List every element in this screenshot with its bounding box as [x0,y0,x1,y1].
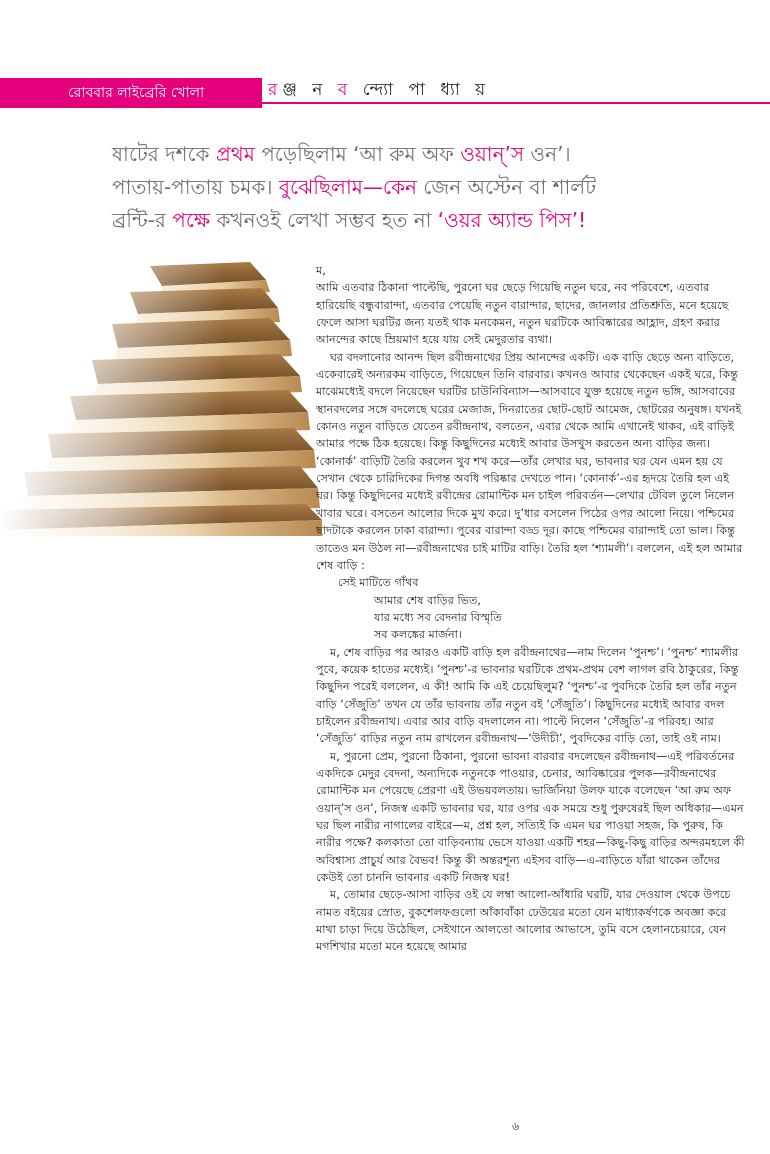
pull-quote-text: জেন অস্টেন বা শার্লট [416,175,597,199]
pull-quote-highlight: ওয়ান্‌’স [460,142,525,166]
poem-line-1: সেই মাটিতে গাঁথব [338,576,419,590]
column-title: রোববার লাইব্রেরি খোলা [68,85,205,101]
paragraph-4: ম, পুরনো প্রেম, পুরনো ঠিকানা, পুরনো ভাবনা বারবার বদলেছেন রবীন্দ্রনাথ—এই পরিবর্তনের একদিকে মেদুর বেদনা, অন্যদিকে নতুনকে পাওয়ার, চেনার, আবিষ্কারের পুলক—রবীন্দ্রনাথের রোমান্টিক মন পেয়েছে প্রেরণা এই উভয়বলতায়। ভার্জিনিয়া উলফ যাকে বলেছেন ‘আ রুম অফ ওয়ান্‌’স ওন’, নিজস্ব একটি ভাবনার ঘর, যার ওপর এক সময়ে শুধু পুরুষেরই ছিল অধিকার—এমন ঘর ছিল নারীর নাগালের বাইরে—ম, প্রশ্ন হল, সত্যিই কি এমন ঘর পাওয়া সহজ, কি পুরুষ, কি নারীর পক্ষে? কলকাতা তো বাড়িবন্যায় ভেসে যাওয়া একটি শহর—কিছু-কিছু বাড়ির অন্দরমহলে কী অবিশ্বাস্য প্রাচুর্য আর বৈভব! কিন্তু কী অন্তরশূন্য এইসব বাড়ি—এ-বাড়িতে যাঁরা থাকেন তাঁদের কেউই তো চাননি ভাবনার একটি নিজস্ব ঘর! [316,749,745,885]
pull-quote-text: পাতায়-পাতায় চমক। [112,175,279,199]
author-name [268,78,490,102]
paragraph-1: আমি এতবার ঠিকানা পাল্টেছি, পুরনো ঘর ছেড়ে গিয়েছি নতুন ঘরে, নব পরিবেশে, এতবার হারিয়েছি বন্ধুবারান্দা, এতবার পেয়েছি নতুন বারান্দার, ছাদের, জানলার প্রতিশ্রুতি, মনে হয়েছে ফেলে আসা ঘরটির জন্য যতই থাক মনকেমন, নতুন ঘরটিকে আবিষ্কারের আহ্লাদ, গ্রহণ করার আনন্দের কাছে ম্রিয়মাণ হয়ে যায় সেই মেদুরতার ব্যথা। [316,281,729,347]
pull-quote-text: ব্রন্টি-র [112,208,173,232]
pull-quote-text: ওন’। [524,142,571,166]
author-initial-last: ব [337,80,353,100]
pull-quote-line-3 [112,204,722,237]
poem-line-2: আমার শেষ বাড়ির ভিত, [374,593,481,607]
pull-quote-text: ষাটের দশকে [112,142,216,166]
book-stack-image [0,258,322,536]
poem-quote [316,574,746,643]
header-rule [0,102,770,104]
salutation: ম, [316,264,326,277]
pull-quote-line-1 [112,138,722,171]
paragraph-3: ম, শেষ বাড়ির পর আরও একটি বাড়ি হল রবীন্দ্রনাথের—নাম দিলেন ‘পুনশ্চ’। ‘পুনশ্চ’ শ্যামলীর পুবে, কয়েক হাতের মধ্যেই। ‘পুনশ্চ’-র ভাবনার ঘরটিকে প্রথম-প্রথম বেশ লাগল রবি ঠাকুরের, কিন্তু কিছুদিন পরেই বললেন, এ কী! আমি কি এই চেয়েছিলুম? ‘পুনশ্চ’-র পুবদিকে তৈরি হল তাঁর নতুন বাড়ি ‘সেঁজুতি’ তখন যে তাঁর ভাবনায় তাঁর নতুন বই ‘সেঁজুতি’। কিছুদিনের মধ্যেই আবার বদল চাইলেন রবীন্দ্রনাথ। এবার আর বাড়ি বদলালেন না। পাল্টে নিলেন ‘সেঁজুতি’-র পরিবহ। আর ‘সেঁজুতি’ বাড়ির নতুন নাম রাখলেন রবীন্দ্রনাথ—‘উদীচী’, পুবদিকের বাড়ি তো, তাই ওই নাম। [316,645,739,746]
pull-quote-highlight: পক্ষে [172,208,211,232]
author-last-rest: ন্দ্যো পা ধ্যা য় [352,80,491,100]
pull-quote-line-2 [112,171,722,204]
pull-quote-highlight: ‘ওয়র অ্যান্ড পিস’! [437,208,587,232]
page-number: ৬ [512,1120,520,1133]
pull-quote [112,138,722,237]
pull-quote-text: কখনওই লেখা সম্ভব হত না [210,208,438,232]
author-initial-first: র [268,80,283,100]
pull-quote-text: পড়েছিলাম ‘আ রুম অফ [254,142,461,166]
paragraph-5: ম, তোমার ছেড়ে-আসা বাড়ির ওই যে লম্বা আলো-আঁধারি ঘরটি, যার দেওয়াল থেকে উপচে নামত বইয়ের স্রোত, বুকশেলফগুলো আঁকাবাঁকা ঢেউয়ের মতো যেন মাধ্যাকর্ষণকে অবজ্ঞা করে মাথা চাড়া দিয়ে উঠেছিল, সেইখানে আলতো আলোর আভাসে, তুমি বসে হেলানচেয়ারে, যেন মগশিখার মতো মনে হয়েছে আমার [316,888,731,954]
pull-quote-highlight: বুঝেছিলাম—কেন [278,175,417,199]
poem-line-3: যার মধ্যে সব বেদনার বিস্মৃতি [374,610,502,624]
author-first-rest: ঞ্জ ন [282,80,338,100]
paragraph-2: ঘর বদলানোর আনন্দ ছিল রবীন্দ্রনাথের প্রিয় আনন্দের একটি। এক বাড়ি ছেড়ে অন্য বাড়িতে, একেবারেই অন্যরকম বাড়িতে, গিয়েছেন তিনি বারবার। কখনও আবার থেকেছেন একই ঘরে, কিন্তু মাঝেমধ্যেই বদলে নিয়েছেন ঘরটির চাউনিবিন্যাস—আসবাবে যুক্ত হয়েছে নতুন ভঙ্গি, আসবাবের স্থানবদলের সঙ্গে বদলেছে ঘরের মেজাজ, দিনরাতের ছোট-ছোট আমেজ, ছোটরের অনুষঙ্গ। যখনই কোনও নতুন বাড়িতে যেতেন রবীন্দ্রনাথ, বলতেন, এবার থেকে আমি এখানেই থাকব, এই বাড়িই আমার পক্ষে ঠিক হয়েছে। কিন্তু কিছুদিনের মধ্যেই আবার উসখুস করতেন অন্য বাড়ির জন্য। ‘কোনার্ক’ বাড়িটি তৈরি করলেন খুব শখ করে—তাঁর লেখার ঘর, ভাবনার ঘর যেন এমন হয় যে সেখান থেকে চারিদিকের দিগন্ত অবধি পরিষ্কার দেখতে পান। ‘কোনার্ক’-এর হৃদয়ে তৈরি হল এই ঘর। কিন্তু কিছুদিনের মধ্যেই রবীন্দ্রের রোমান্টিক মন চাইল পরিবর্তন—লেখার টেবিল তুলে নিলেন খাবার ঘরে। বসতেন আলোর দিকে মুখ করে। দু’ধার বসলেন পিঠের ওপর আলো নিয়ে। পশ্চিমের ছাদটাকে করলেন ঢাকা বারান্দা। পুবের বারান্দা বড্ড দূর। কাছে পশ্চিমের বারান্দাই তো ভাল। কিন্তু তাতেও মন উঠল না—রবীন্দ্রনাথের চাই মাটির বাড়ি। তৈরি হল ‘শ্যামলী’। বললেন, এই হল আমার শেষ বাড়ি : [316,350,743,572]
poem-line-4: সব কলঙ্কের মার্জনা। [374,628,462,642]
pull-quote-highlight: প্রথম [215,142,255,166]
article-body [316,262,746,956]
